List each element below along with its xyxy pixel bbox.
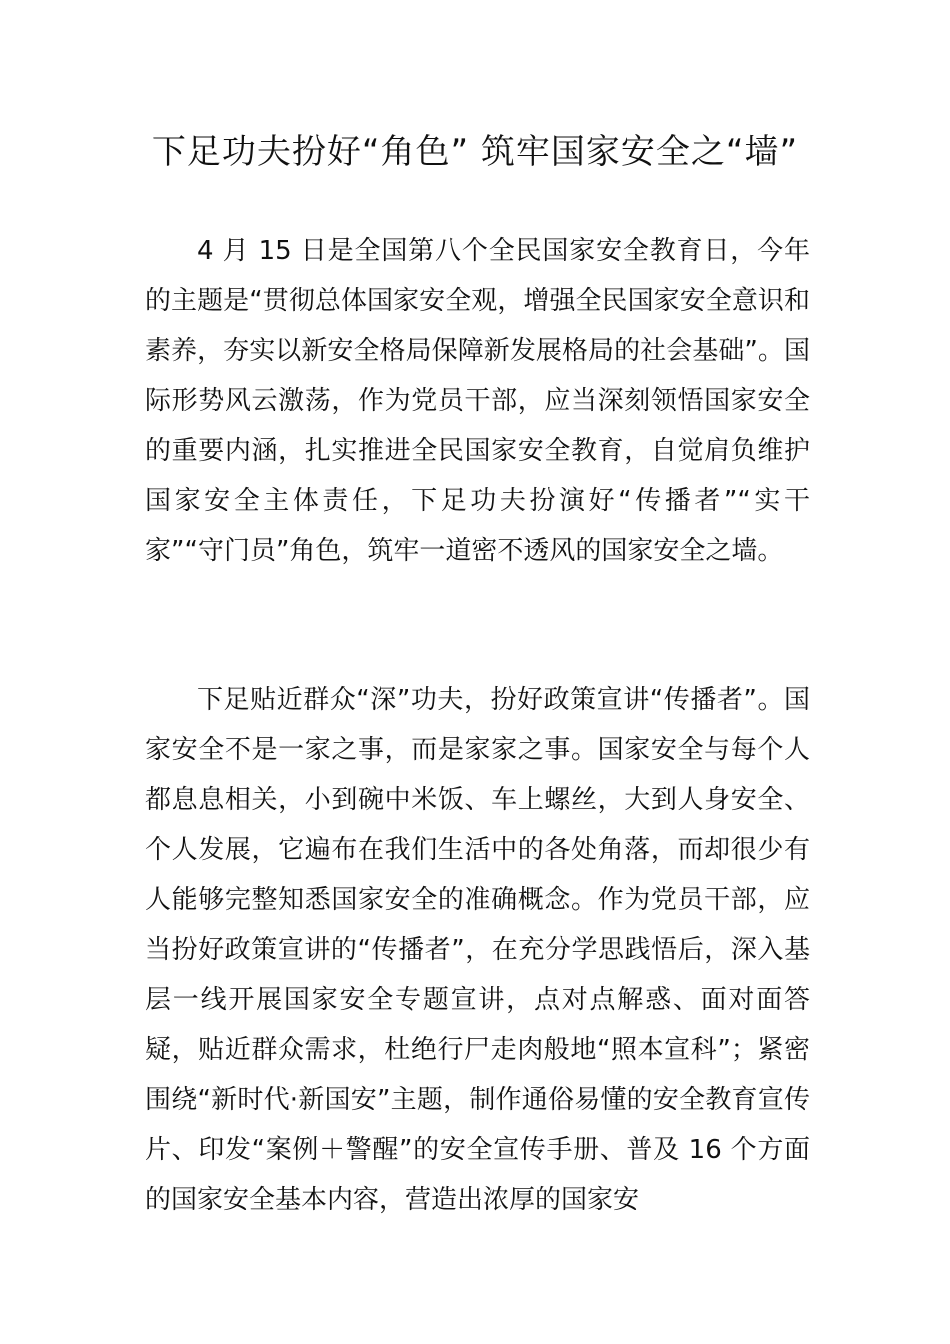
paragraph-1: 4 月 15 日是全国第八个全民国家安全教育日，今年的主题是“贯彻总体国家安全观，增强全民国家安全意识和素养，夯实以新安全格局保障新发展格局的社会基础”。国际形势风云激荡，作为党员干部，应当深刻领悟国家安全的重要内涵，扎实推进全民国家安全教育，自觉肩负维护国家安全主体责任，下足功夫扮演好“传播者”“实干家”“守门员”角色，筑牢一道密不透风的国家安全之墙。 — [145, 236, 810, 566]
paragraph-2: 下足贴近群众“深”功夫，扮好政策宣讲“传播者”。国家安全不是一家之事，而是家家之事。国家安全与每个人都息息相关，小到碗中米饭、车上螺丝，大到人身安全、个人发展，它遍布在我们生活中的各处角落，而却很少有人能够完整知悉国家安全的准确概念。作为党员干部，应当扮好政策宣讲的“传播者”，在充分学思践悟后，深入基层一线开展国家安全专题宣讲，点对点解惑、面对面答疑，贴近群众需求，杜绝行尸走肉般地“照本宣科”；紧密围绕“新时代·新国安”主题，制作通俗易懂的安全教育宣传片、印发“案例＋警醒”的安全宣传手册、普及 16 个方面的国家安全基本内容，营造出浓厚的国家安 — [145, 685, 810, 1215]
document-title: 下足功夫扮好“角色” 筑牢国家安全之“墙” — [151, 132, 799, 172]
